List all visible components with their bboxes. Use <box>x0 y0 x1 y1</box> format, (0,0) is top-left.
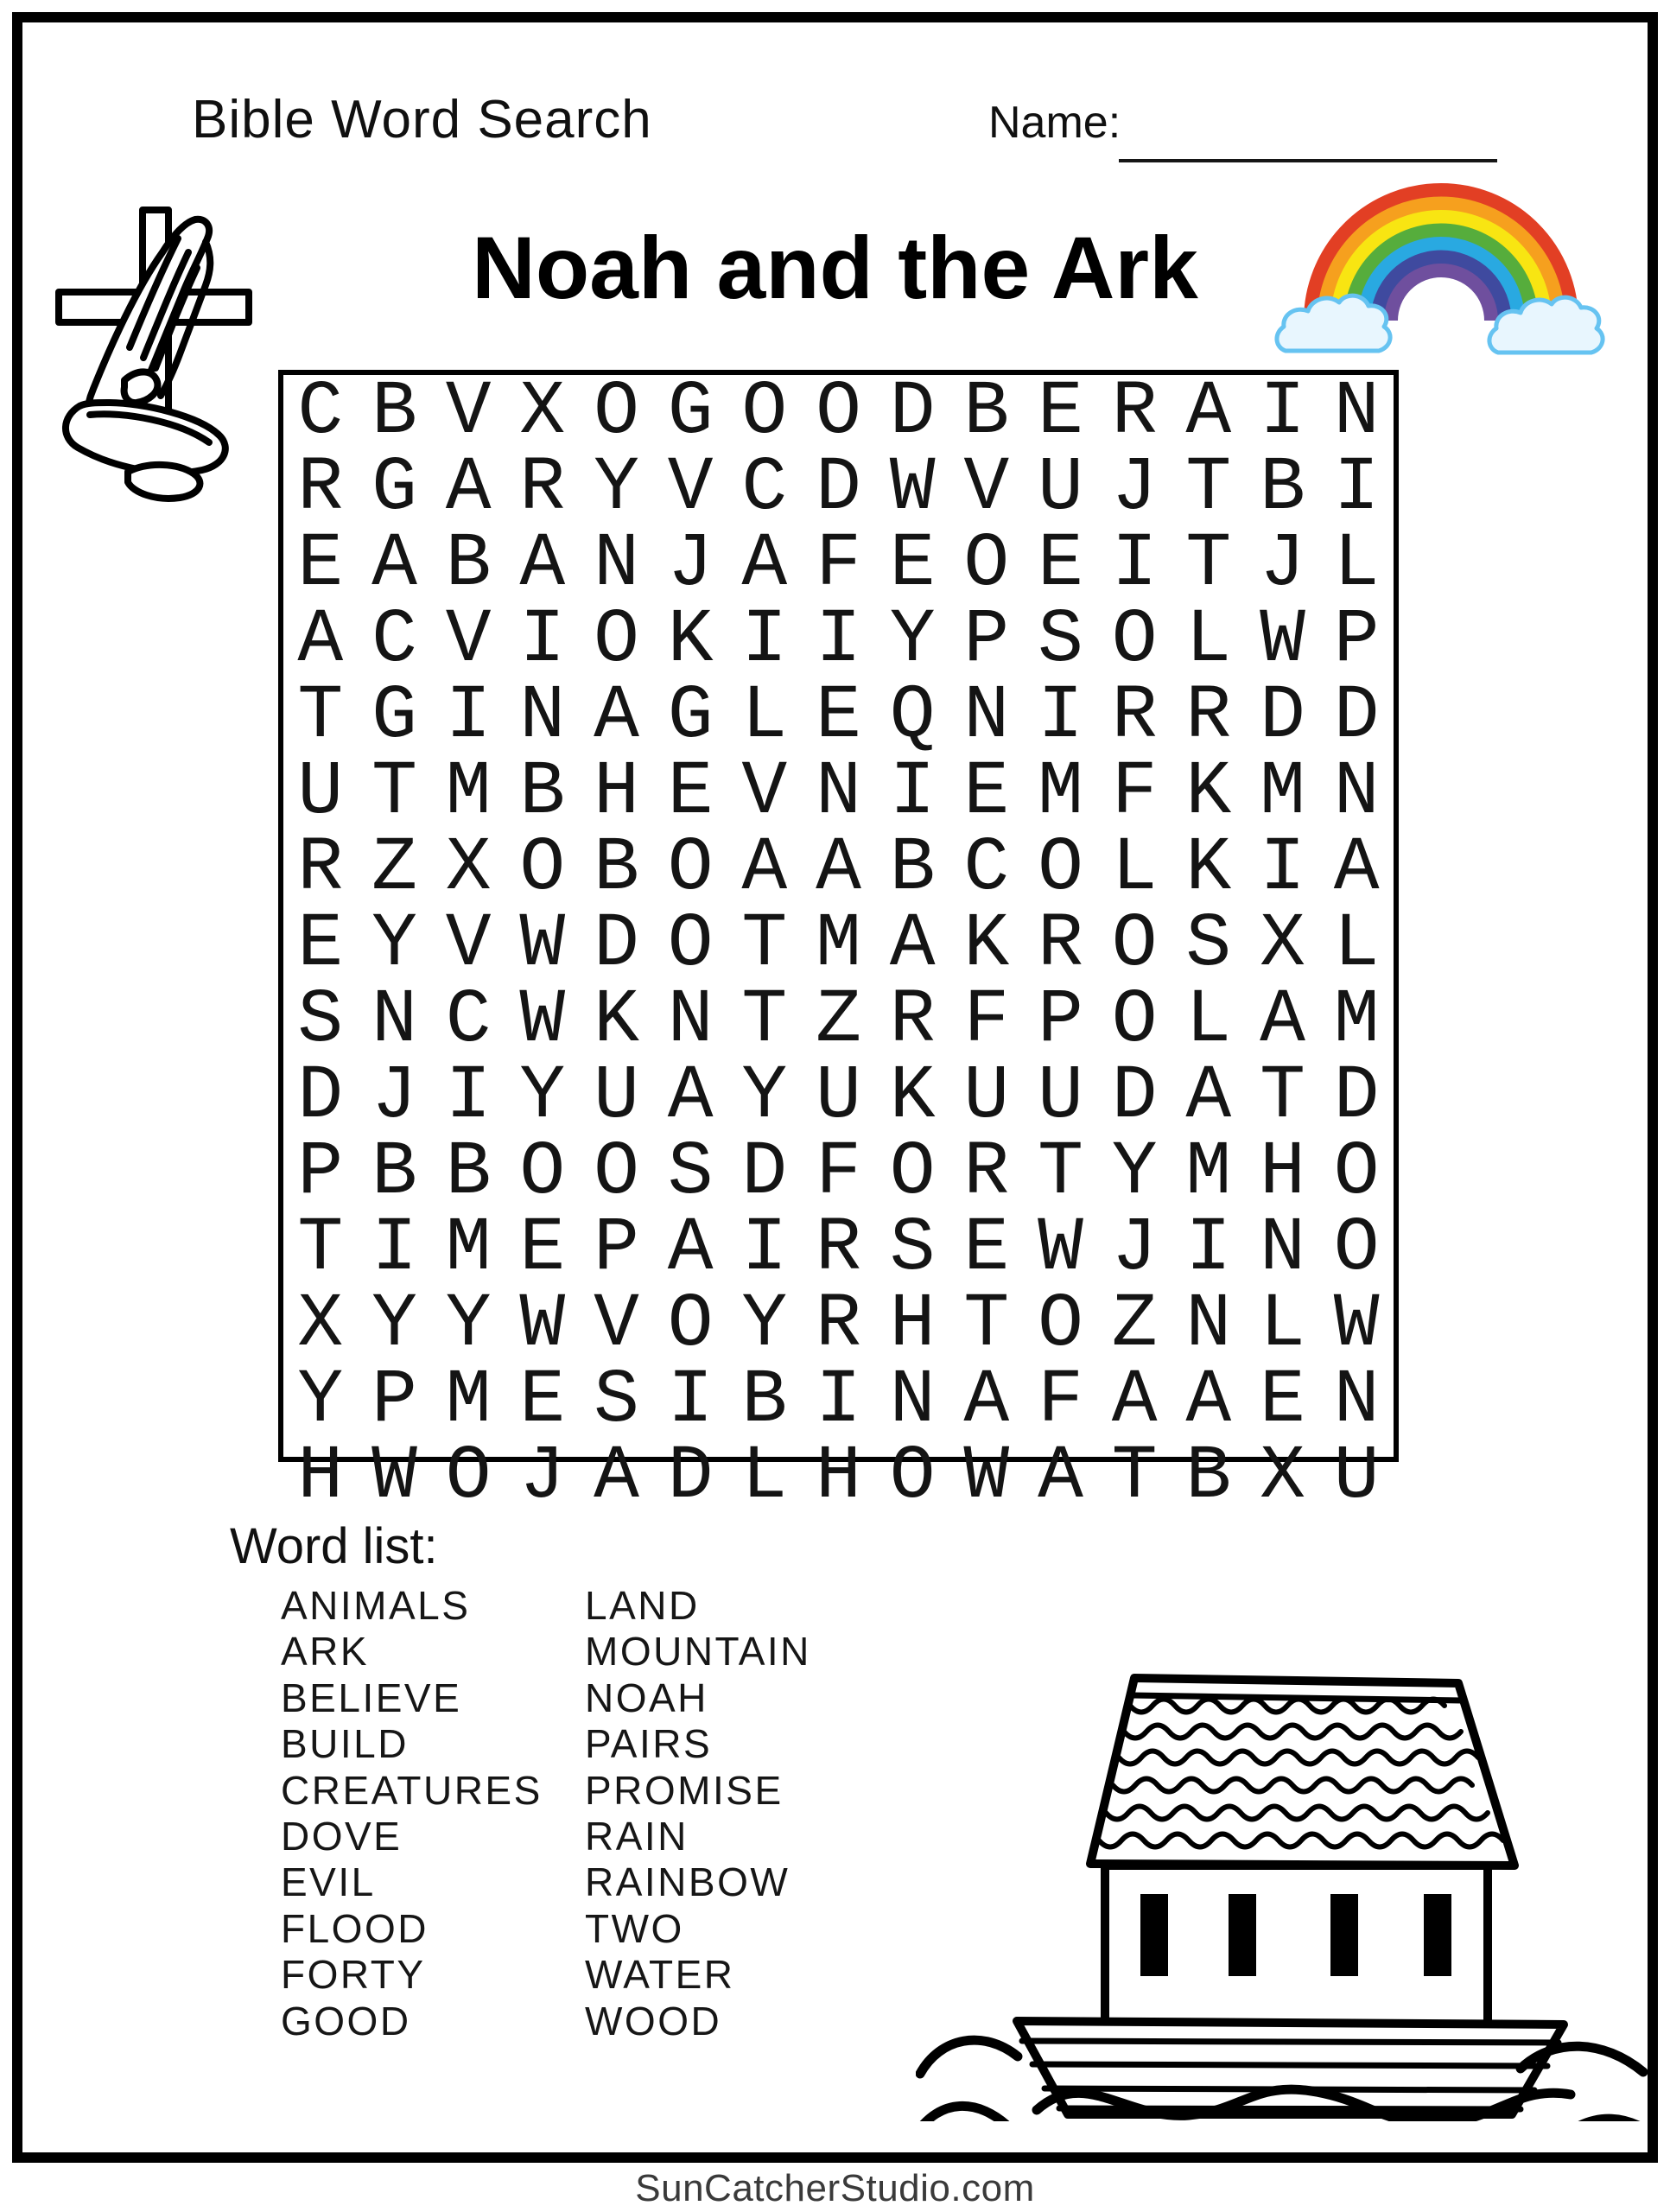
grid-letter-r3c13[interactable]: T <box>1185 522 1232 607</box>
grid-letter-r15c14[interactable]: X <box>1260 1434 1305 1520</box>
grid-letter-r6c9[interactable]: I <box>889 750 936 836</box>
grid-letter-r10c12[interactable]: D <box>1111 1054 1158 1140</box>
grid-letter-r14c7[interactable]: B <box>741 1358 788 1444</box>
grid-letter-r2c9[interactable]: W <box>889 446 936 531</box>
grid-letter-r2c7[interactable]: C <box>741 446 788 531</box>
grid-letter-r13c13[interactable]: N <box>1185 1282 1232 1368</box>
grid-letter-r5c3[interactable]: I <box>445 674 492 760</box>
grid-letter-r15c4[interactable]: J <box>519 1434 566 1520</box>
grid-letter-r11c12[interactable]: Y <box>1111 1130 1158 1216</box>
grid-letter-r2c11[interactable]: U <box>1038 446 1083 531</box>
grid-letter-r11c9[interactable]: O <box>889 1130 936 1216</box>
grid-letter-r13c4[interactable]: W <box>519 1282 566 1368</box>
grid-letter-r8c8[interactable]: M <box>816 902 861 988</box>
grid-letter-r15c1[interactable]: H <box>297 1434 344 1520</box>
grid-letter-r1c9[interactable]: D <box>889 370 936 455</box>
grid-letter-r14c10[interactable]: A <box>963 1358 1010 1444</box>
grid-letter-r4c13[interactable]: L <box>1185 598 1232 683</box>
grid-letter-r15c2[interactable]: W <box>371 1434 417 1520</box>
grid-letter-r12c12[interactable]: J <box>1111 1206 1158 1292</box>
grid-letter-r4c12[interactable]: O <box>1111 598 1158 683</box>
grid-letter-r10c9[interactable]: K <box>889 1054 936 1140</box>
grid-letter-r13c7[interactable]: Y <box>741 1282 788 1368</box>
worksheet-header-title: Bible Word Search <box>192 90 652 149</box>
grid-letter-r6c3[interactable]: M <box>445 750 492 836</box>
grid-letter-r8c2[interactable]: Y <box>371 902 417 988</box>
word-item: RAIN <box>585 1813 689 1859</box>
grid-letter-r9c13[interactable]: L <box>1185 978 1232 1064</box>
grid-letter-r15c5[interactable]: A <box>594 1434 639 1520</box>
grid-letter-r10c4[interactable]: Y <box>519 1054 566 1140</box>
grid-letter-r4c11[interactable]: S <box>1038 598 1083 683</box>
puzzle-title: Noah and the Ark <box>472 219 1198 317</box>
grid-letter-r11c14[interactable]: H <box>1260 1130 1305 1216</box>
grid-letter-r1c10[interactable]: B <box>963 370 1010 455</box>
grid-letter-r13c9[interactable]: H <box>889 1282 936 1368</box>
grid-letter-r11c1[interactable]: P <box>297 1130 344 1216</box>
grid-letter-r6c14[interactable]: M <box>1260 750 1305 836</box>
grid-letter-r15c8[interactable]: H <box>816 1434 861 1520</box>
grid-letter-r2c10[interactable]: V <box>963 446 1010 531</box>
grid-letter-r9c15[interactable]: M <box>1333 978 1380 1064</box>
word-item: EVIL <box>281 1859 376 1905</box>
grid-letter-r2c3[interactable]: A <box>445 446 492 531</box>
grid-letter-r14c13[interactable]: A <box>1185 1358 1232 1444</box>
grid-letter-r15c10[interactable]: W <box>963 1434 1010 1520</box>
word-item: PAIRS <box>585 1721 713 1767</box>
grid-letter-r6c7[interactable]: V <box>741 750 788 836</box>
grid-letter-r3c5[interactable]: N <box>594 522 639 607</box>
grid-letter-r8c4[interactable]: W <box>519 902 566 988</box>
grid-letter-r9c3[interactable]: C <box>445 978 492 1064</box>
grid-letter-r5c10[interactable]: N <box>963 674 1010 760</box>
grid-letter-r7c1[interactable]: R <box>297 826 344 912</box>
word-search-grid <box>278 370 1399 1520</box>
grid-letter-r11c6[interactable]: S <box>667 1130 714 1216</box>
grid-letter-r5c13[interactable]: R <box>1185 674 1232 760</box>
grid-letter-r10c8[interactable]: U <box>816 1054 861 1140</box>
grid-letter-r6c2[interactable]: T <box>371 750 417 836</box>
grid-letter-r15c13[interactable]: B <box>1185 1434 1232 1520</box>
word-list-column-1 <box>281 1583 543 2044</box>
grid-letter-r7c12[interactable]: L <box>1111 826 1158 912</box>
grid-letter-r13c11[interactable]: O <box>1038 1282 1083 1368</box>
grid-letter-r2c12[interactable]: J <box>1111 446 1158 531</box>
grid-letter-r10c13[interactable]: A <box>1185 1054 1232 1140</box>
grid-letter-r14c11[interactable]: F <box>1038 1358 1083 1444</box>
grid-letter-r13c1[interactable]: X <box>297 1282 344 1368</box>
grid-letter-r2c5[interactable]: Y <box>594 446 639 531</box>
grid-letter-r3c14[interactable]: J <box>1260 522 1305 607</box>
grid-letter-r5c1[interactable]: T <box>297 674 344 760</box>
grid-letter-r4c6[interactable]: K <box>667 598 714 683</box>
word-item: FORTY <box>281 1952 426 1998</box>
grid-letter-r9c8[interactable]: Z <box>816 978 861 1064</box>
grid-letter-r12c9[interactable]: S <box>889 1206 936 1292</box>
grid-letter-r8c1[interactable]: E <box>297 902 344 988</box>
grid-letter-r7c13[interactable]: K <box>1185 826 1232 912</box>
grid-letter-r7c15[interactable]: A <box>1333 826 1380 912</box>
grid-letter-r2c4[interactable]: R <box>519 446 566 531</box>
word-item: CREATURES <box>281 1767 543 1813</box>
grid-letter-r8c9[interactable]: A <box>889 902 936 988</box>
grid-letter-r7c3[interactable]: X <box>445 826 492 912</box>
word-item: FLOOD <box>281 1905 429 1951</box>
grid-letter-r9c10[interactable]: F <box>963 978 1010 1064</box>
grid-letter-r14c2[interactable]: P <box>371 1358 417 1444</box>
grid-letter-r2c1[interactable]: R <box>297 446 344 531</box>
grid-letter-r7c4[interactable]: O <box>519 826 566 912</box>
word-list-label: Word list: <box>230 1518 438 1574</box>
grid-letter-r4c14[interactable]: W <box>1260 598 1305 683</box>
grid-letter-r4c8[interactable]: I <box>816 598 861 683</box>
grid-letter-r12c13[interactable]: I <box>1185 1206 1232 1292</box>
grid-letter-r7c9[interactable]: B <box>889 826 936 912</box>
grid-letter-r2c8[interactable]: D <box>816 446 861 531</box>
grid-letter-r1c12[interactable]: R <box>1111 370 1158 455</box>
grid-letter-r13c3[interactable]: Y <box>445 1282 492 1368</box>
grid-letter-r12c6[interactable]: A <box>667 1206 714 1292</box>
grid-letter-r3c3[interactable]: B <box>445 522 492 607</box>
grid-letter-r14c9[interactable]: N <box>889 1358 936 1444</box>
grid-letter-r8c12[interactable]: O <box>1111 902 1158 988</box>
grid-letter-r13c15[interactable]: W <box>1333 1282 1380 1368</box>
grid-letter-r14c6[interactable]: I <box>667 1358 714 1444</box>
grid-letter-r6c8[interactable]: N <box>816 750 861 836</box>
grid-letter-r8c13[interactable]: S <box>1185 902 1232 988</box>
grid-letter-r1c3[interactable]: V <box>445 370 492 455</box>
grid-letter-r5c11[interactable]: I <box>1038 674 1083 760</box>
grid-letter-r7c14[interactable]: I <box>1260 826 1305 912</box>
grid-letter-r10c10[interactable]: U <box>963 1054 1010 1140</box>
grid-letter-r8c15[interactable]: L <box>1333 902 1380 988</box>
grid-letter-r3c12[interactable]: I <box>1111 522 1158 607</box>
grid-letter-r7c10[interactable]: C <box>963 826 1010 912</box>
grid-letter-r3c4[interactable]: A <box>519 522 566 607</box>
grid-letter-r12c8[interactable]: R <box>816 1206 861 1292</box>
grid-letter-r4c9[interactable]: Y <box>889 598 936 683</box>
grid-letter-r7c7[interactable]: A <box>741 826 788 912</box>
grid-letter-r14c8[interactable]: I <box>816 1358 861 1444</box>
grid-letter-r13c2[interactable]: Y <box>371 1282 417 1368</box>
grid-letter-r4c2[interactable]: C <box>371 598 417 683</box>
grid-letter-r3c8[interactable]: F <box>816 522 861 607</box>
grid-letter-r7c11[interactable]: O <box>1038 826 1083 912</box>
grid-letter-r12c10[interactable]: E <box>963 1206 1010 1292</box>
grid-letter-r1c5[interactable]: O <box>594 370 639 455</box>
grid-letter-r5c8[interactable]: E <box>816 674 861 760</box>
grid-letter-r8c3[interactable]: V <box>445 902 492 988</box>
grid-letter-r9c2[interactable]: N <box>371 978 417 1064</box>
grid-letter-r9c14[interactable]: A <box>1260 978 1305 1064</box>
grid-letter-r6c4[interactable]: B <box>519 750 566 836</box>
grid-letter-r9c7[interactable]: T <box>741 978 788 1064</box>
grid-letter-r11c5[interactable]: O <box>594 1130 639 1216</box>
grid-letter-r9c4[interactable]: W <box>519 978 566 1064</box>
grid-letter-r12c7[interactable]: I <box>741 1206 788 1292</box>
grid-letter-r15c7[interactable]: L <box>741 1434 788 1520</box>
grid-letter-r2c14[interactable]: B <box>1260 446 1305 531</box>
grid-letter-r4c3[interactable]: V <box>445 598 492 683</box>
grid-letter-r8c6[interactable]: O <box>667 902 714 988</box>
name-input-line[interactable] <box>1119 159 1497 162</box>
grid-letter-r6c6[interactable]: E <box>667 750 714 836</box>
grid-letter-r9c5[interactable]: K <box>594 978 639 1064</box>
grid-letter-r10c5[interactable]: U <box>594 1054 639 1140</box>
grid-letter-r6c11[interactable]: M <box>1038 750 1083 836</box>
grid-letter-r10c6[interactable]: A <box>667 1054 714 1140</box>
grid-letter-r11c13[interactable]: M <box>1185 1130 1232 1216</box>
grid-letter-r5c15[interactable]: D <box>1333 674 1380 760</box>
grid-letter-r15c11[interactable]: A <box>1038 1434 1083 1520</box>
grid-letter-r14c15[interactable]: N <box>1333 1358 1380 1444</box>
grid-letter-r15c3[interactable]: O <box>445 1434 492 1520</box>
grid-letter-r8c10[interactable]: K <box>963 902 1010 988</box>
word-item: ANIMALS <box>281 1583 471 1628</box>
grid-letter-r4c10[interactable]: P <box>963 598 1010 683</box>
grid-letter-r3c6[interactable]: J <box>667 522 714 607</box>
grid-letter-r4c15[interactable]: P <box>1333 598 1380 683</box>
grid-letter-r1c6[interactable]: G <box>667 370 714 455</box>
grid-letter-r3c7[interactable]: A <box>741 522 788 607</box>
grid-letter-r13c6[interactable]: O <box>667 1282 714 1368</box>
grid-letter-r14c1[interactable]: Y <box>297 1358 344 1444</box>
grid-letter-r13c12[interactable]: Z <box>1111 1282 1158 1368</box>
grid-letter-r7c8[interactable]: A <box>816 826 861 912</box>
grid-letter-r14c5[interactable]: S <box>594 1358 639 1444</box>
grid-letter-r12c4[interactable]: E <box>519 1206 566 1292</box>
grid-letter-r10c3[interactable]: I <box>445 1054 492 1140</box>
grid-letter-r10c14[interactable]: T <box>1260 1054 1305 1140</box>
grid-letter-r13c8[interactable]: R <box>816 1282 861 1368</box>
grid-letter-r15c15[interactable]: U <box>1333 1434 1380 1520</box>
grid-letter-r8c14[interactable]: X <box>1260 902 1305 988</box>
grid-letter-r9c6[interactable]: N <box>667 978 714 1064</box>
grid-letter-r11c3[interactable]: B <box>445 1130 492 1216</box>
grid-letter-r4c1[interactable]: A <box>297 598 344 683</box>
grid-letter-r4c4[interactable]: I <box>519 598 566 683</box>
grid-letter-r15c6[interactable]: D <box>667 1434 714 1520</box>
grid-letter-r11c15[interactable]: O <box>1333 1130 1380 1216</box>
grid-letter-r13c5[interactable]: V <box>594 1282 639 1368</box>
grid-letter-r3c9[interactable]: E <box>889 522 936 607</box>
grid-letter-r8c7[interactable]: T <box>741 902 788 988</box>
cloud-shapes <box>1277 296 1603 353</box>
word-item: PROMISE <box>585 1767 784 1813</box>
grid-letter-r12c15[interactable]: O <box>1333 1206 1380 1292</box>
word-item: MOUNTAIN <box>585 1629 811 1675</box>
grid-letter-r14c4[interactable]: E <box>519 1358 566 1444</box>
grid-letter-r6c12[interactable]: F <box>1111 750 1158 836</box>
grid-letter-r9c12[interactable]: O <box>1111 978 1158 1064</box>
grid-letter-r5c12[interactable]: R <box>1111 674 1158 760</box>
word-item: WOOD <box>585 1998 722 2044</box>
grid-letter-r8c5[interactable]: D <box>594 902 639 988</box>
grid-letter-r3c11[interactable]: E <box>1038 522 1083 607</box>
word-item: RAINBOW <box>585 1859 791 1905</box>
grid-letter-r1c8[interactable]: O <box>816 370 861 455</box>
grid-letter-r1c2[interactable]: B <box>371 370 417 455</box>
grid-letter-r6c13[interactable]: K <box>1185 750 1232 836</box>
grid-letter-r12c5[interactable]: P <box>594 1206 639 1292</box>
name-label: Name: <box>988 98 1121 148</box>
grid-letter-r9c9[interactable]: R <box>889 978 936 1064</box>
website-credit: SunCatcherStudio.com <box>635 2167 1035 2209</box>
grid-letter-r5c5[interactable]: A <box>594 674 639 760</box>
grid-letter-r7c6[interactable]: O <box>667 826 714 912</box>
word-list-column-2 <box>585 1583 811 2044</box>
grid-letter-r3c15[interactable]: L <box>1333 522 1380 607</box>
grid-letter-r10c2[interactable]: J <box>371 1054 417 1140</box>
grid-letter-r10c1[interactable]: D <box>297 1054 344 1140</box>
grid-letter-r5c4[interactable]: N <box>519 674 566 760</box>
grid-letter-r1c4[interactable]: X <box>519 370 566 455</box>
grid-letter-r14c3[interactable]: M <box>445 1358 492 1444</box>
grid-letter-r1c11[interactable]: E <box>1038 370 1083 455</box>
grid-letter-r11c7[interactable]: D <box>741 1130 788 1216</box>
word-item: BUILD <box>281 1721 409 1767</box>
grid-letter-r4c7[interactable]: I <box>741 598 788 683</box>
word-item: WATER <box>585 1952 735 1998</box>
word-item: GOOD <box>281 1998 411 2044</box>
rainbow-icon <box>1272 178 1610 355</box>
word-item: TWO <box>585 1905 684 1951</box>
word-item: BELIEVE <box>281 1675 462 1720</box>
grid-letter-r1c7[interactable]: O <box>741 370 788 455</box>
grid-letter-r10c15[interactable]: D <box>1333 1054 1380 1140</box>
grid-letter-r3c1[interactable]: E <box>297 522 344 607</box>
grid-letter-r3c10[interactable]: O <box>963 522 1010 607</box>
word-item: DOVE <box>281 1813 403 1859</box>
grid-letter-r13c14[interactable]: L <box>1260 1282 1305 1368</box>
noahs-ark-icon <box>916 1668 1659 2121</box>
grid-letter-r1c14[interactable]: I <box>1260 370 1305 455</box>
grid-letter-r11c4[interactable]: O <box>519 1130 566 1216</box>
grid-letter-r11c11[interactable]: T <box>1038 1130 1083 1216</box>
grid-letter-r3c2[interactable]: A <box>371 522 417 607</box>
grid-letter-r2c2[interactable]: G <box>371 446 417 531</box>
word-item: LAND <box>585 1583 700 1628</box>
grid-letter-r15c9[interactable]: O <box>889 1434 936 1520</box>
grid-letter-r2c15[interactable]: I <box>1333 446 1380 531</box>
grid-letter-r7c2[interactable]: Z <box>371 826 417 912</box>
grid-letter-r5c9[interactable]: Q <box>889 674 936 760</box>
grid-letter-r7c5[interactable]: B <box>594 826 639 912</box>
grid-letter-r14c12[interactable]: A <box>1111 1358 1158 1444</box>
grid-letter-r2c13[interactable]: T <box>1185 446 1232 531</box>
grid-letter-r6c1[interactable]: U <box>297 750 344 836</box>
grid-letter-r15c12[interactable]: T <box>1111 1434 1158 1520</box>
grid-letter-r6c5[interactable]: H <box>594 750 639 836</box>
grid-letter-r5c2[interactable]: G <box>371 674 417 760</box>
grid-letter-r12c14[interactable]: N <box>1260 1206 1305 1292</box>
grid-letter-r14c14[interactable]: E <box>1260 1358 1305 1444</box>
grid-letter-r5c6[interactable]: G <box>667 674 714 760</box>
grid-letter-r12c2[interactable]: I <box>371 1206 417 1292</box>
grid-letter-r9c11[interactable]: P <box>1038 978 1083 1064</box>
grid-letter-r12c3[interactable]: M <box>445 1206 492 1292</box>
grid-letter-r11c10[interactable]: R <box>963 1130 1010 1216</box>
grid-letter-r12c11[interactable]: W <box>1038 1206 1083 1292</box>
grid-letter-r10c7[interactable]: Y <box>741 1054 788 1140</box>
grid-letter-r1c13[interactable]: A <box>1185 370 1232 455</box>
grid-letter-r6c15[interactable]: N <box>1333 750 1380 836</box>
grid-letter-r1c1[interactable]: C <box>297 370 344 455</box>
grid-letter-r9c1[interactable]: S <box>297 978 344 1064</box>
word-item: ARK <box>281 1629 370 1675</box>
grid-letter-r11c8[interactable]: F <box>816 1130 861 1216</box>
grid-letter-r5c7[interactable]: L <box>741 674 788 760</box>
grid-letter-r11c2[interactable]: B <box>371 1130 417 1216</box>
grid-letter-r4c5[interactable]: O <box>594 598 639 683</box>
grid-letter-r6c10[interactable]: E <box>963 750 1010 836</box>
grid-letter-r5c14[interactable]: D <box>1260 674 1305 760</box>
grid-letter-r2c6[interactable]: V <box>667 446 714 531</box>
grid-letter-r8c11[interactable]: R <box>1038 902 1083 988</box>
grid-letter-r1c15[interactable]: N <box>1333 370 1380 455</box>
grid-letter-r12c1[interactable]: T <box>297 1206 344 1292</box>
word-item: NOAH <box>585 1675 708 1720</box>
grid-letter-r10c11[interactable]: U <box>1038 1054 1083 1140</box>
grid-letter-r13c10[interactable]: T <box>963 1282 1010 1368</box>
